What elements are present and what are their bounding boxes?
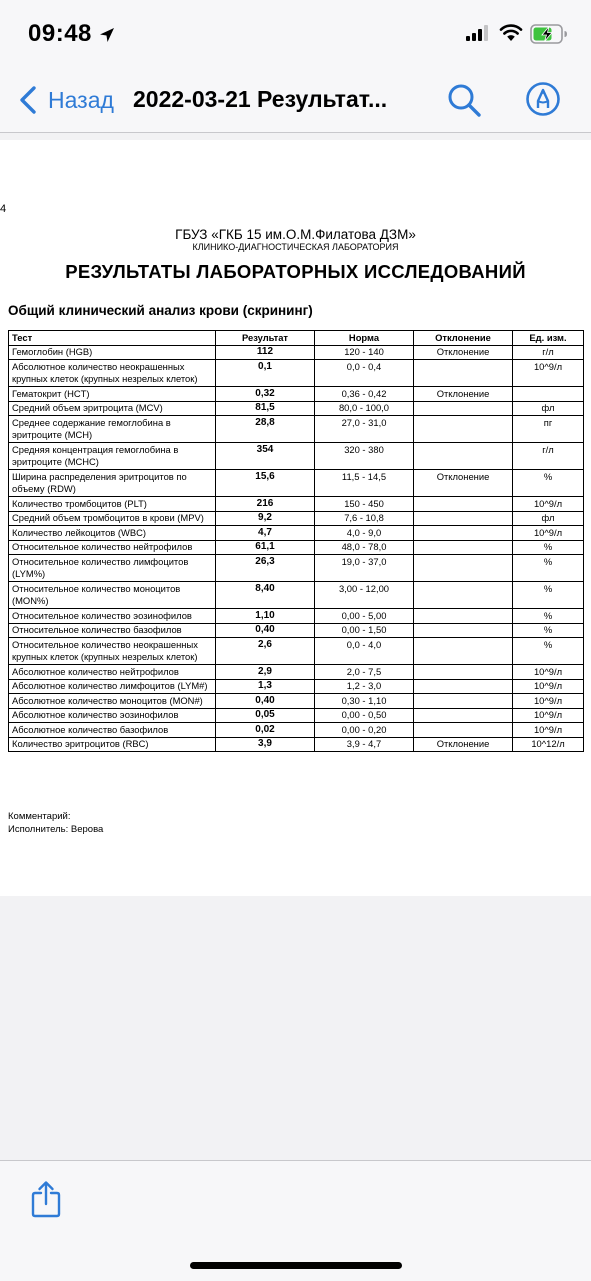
cell-test: Относительное количество лимфоцитов (LYM%) xyxy=(9,555,216,582)
table-row xyxy=(9,540,584,555)
cell-deviation xyxy=(414,401,513,416)
cell-result: 9,2 xyxy=(216,511,315,526)
cell-unit: 10^9/л xyxy=(513,526,584,541)
cell-result: 0,1 xyxy=(216,360,315,387)
cell-norm: 0,0 - 4,0 xyxy=(315,638,414,665)
home-indicator[interactable] xyxy=(190,1262,402,1269)
cell-result: 2,6 xyxy=(216,638,315,665)
cell-test: Абсолютное количество неокрашенных крупных клеток (крупных незрелых клеток) xyxy=(9,360,216,387)
cell-unit: % xyxy=(513,638,584,665)
cell-test: Абсолютное количество лимфоцитов (LYM#) xyxy=(9,679,216,694)
cell-deviation: Отклонение xyxy=(414,345,513,360)
cell-norm: 19,0 - 37,0 xyxy=(315,555,414,582)
cell-deviation xyxy=(414,638,513,665)
comment-label: Комментарий: xyxy=(8,811,71,822)
cell-result: 0,40 xyxy=(216,694,315,709)
cell-test: Количество эритроцитов (RBC) xyxy=(9,737,216,752)
cell-norm: 3,9 - 4,7 xyxy=(315,737,414,752)
cell-deviation xyxy=(414,623,513,638)
cell-unit: пг xyxy=(513,416,584,443)
cell-test: Абсолютное количество базофилов xyxy=(9,723,216,738)
column-header-result: Результат xyxy=(216,331,315,346)
cell-deviation xyxy=(414,511,513,526)
cell-deviation: Отклонение xyxy=(414,470,513,497)
cell-result: 0,05 xyxy=(216,708,315,723)
table-row xyxy=(9,708,584,723)
cellular-signal-icon xyxy=(466,25,492,41)
table-row xyxy=(9,511,584,526)
cell-unit: % xyxy=(513,582,584,609)
cell-result: 15,6 xyxy=(216,470,315,497)
cell-unit: % xyxy=(513,623,584,638)
cell-result: 112 xyxy=(216,345,315,360)
cell-norm: 27,0 - 31,0 xyxy=(315,416,414,443)
cell-deviation xyxy=(414,582,513,609)
cell-result: 81,5 xyxy=(216,401,315,416)
cell-norm: 0,00 - 5,00 xyxy=(315,609,414,624)
cell-test: Абсолютное количество нейтрофилов xyxy=(9,665,216,680)
cell-deviation xyxy=(414,665,513,680)
cell-unit: фл xyxy=(513,401,584,416)
cell-deviation xyxy=(414,540,513,555)
cell-deviation: Отклонение xyxy=(414,737,513,752)
cell-test: Количество лейкоцитов (WBC) xyxy=(9,526,216,541)
cell-unit: 10^9/л xyxy=(513,723,584,738)
markup-pen-icon[interactable] xyxy=(525,81,561,117)
table-row xyxy=(9,582,584,609)
cell-unit: % xyxy=(513,540,584,555)
table-row xyxy=(9,470,584,497)
cell-deviation: Отклонение xyxy=(414,387,513,402)
cell-test: Гемоглобин (HGB) xyxy=(9,345,216,360)
table-row xyxy=(9,665,584,680)
cell-norm: 320 - 380 xyxy=(315,443,414,470)
status-time: 09:48 xyxy=(28,20,92,47)
table-row xyxy=(9,609,584,624)
cell-test: Средняя концентрация гемоглобина в эритроците (MCHC) xyxy=(9,443,216,470)
cell-result: 0,40 xyxy=(216,623,315,638)
cell-test: Количество тромбоцитов (PLT) xyxy=(9,497,216,512)
cell-unit: % xyxy=(513,609,584,624)
cell-test: Абсолютное количество моноцитов (MON#) xyxy=(9,694,216,709)
back-button[interactable] xyxy=(16,82,114,118)
cell-norm: 1,2 - 3,0 xyxy=(315,679,414,694)
cell-deviation xyxy=(414,723,513,738)
cell-deviation xyxy=(414,497,513,512)
cell-deviation xyxy=(414,555,513,582)
page-number: 4 xyxy=(0,203,7,215)
cell-deviation xyxy=(414,416,513,443)
cell-deviation xyxy=(414,694,513,709)
column-header-unit: Ед. изм. xyxy=(513,331,584,346)
cell-norm: 4,0 - 9,0 xyxy=(315,526,414,541)
location-arrow-icon xyxy=(98,26,116,44)
comments-block xyxy=(8,810,103,836)
document-title: 2022-03-21 Результат... xyxy=(133,86,388,112)
cell-result: 2,9 xyxy=(216,665,315,680)
cell-norm: 80,0 - 100,0 xyxy=(315,401,414,416)
cell-test: Относительное количество моноцитов (MON%) xyxy=(9,582,216,609)
wifi-icon xyxy=(499,24,523,42)
cell-result: 3,9 xyxy=(216,737,315,752)
table-row xyxy=(9,443,584,470)
cell-unit: 10^12/л xyxy=(513,737,584,752)
cell-test: Абсолютное количество эозинофилов xyxy=(9,708,216,723)
cell-result: 61,1 xyxy=(216,540,315,555)
cell-test: Гематокрит (HCT) xyxy=(9,387,216,402)
table-row xyxy=(9,679,584,694)
cell-test: Относительное количество базофилов xyxy=(9,623,216,638)
column-header-deviation: Отклонение xyxy=(414,331,513,346)
cell-unit: % xyxy=(513,470,584,497)
cell-unit: 10^9/л xyxy=(513,694,584,709)
search-icon[interactable] xyxy=(446,82,482,118)
cell-norm: 0,36 - 0,42 xyxy=(315,387,414,402)
cell-deviation xyxy=(414,443,513,470)
cell-unit: 10^9/л xyxy=(513,497,584,512)
table-row xyxy=(9,345,584,360)
cell-deviation xyxy=(414,526,513,541)
executor: Исполнитель: Верова xyxy=(8,824,104,835)
column-header-test: Тест xyxy=(9,331,216,346)
table-row xyxy=(9,387,584,402)
table-header-row xyxy=(9,331,584,346)
results-table-body xyxy=(9,345,584,752)
cell-result: 354 xyxy=(216,443,315,470)
cell-result: 216 xyxy=(216,497,315,512)
cell-test: Средний объем тромбоцитов в крови (MPV) xyxy=(9,511,216,526)
cell-norm: 3,00 - 12,00 xyxy=(315,582,414,609)
cell-result: 0,32 xyxy=(216,387,315,402)
cell-result: 4,7 xyxy=(216,526,315,541)
cell-unit: г/л xyxy=(513,345,584,360)
section-title: Общий клинический анализ крови (скрининг) xyxy=(8,303,313,318)
pdf-page xyxy=(0,140,591,896)
cell-deviation xyxy=(414,679,513,694)
table-row xyxy=(9,360,584,387)
cell-test: Относительное количество нейтрофилов xyxy=(9,540,216,555)
cell-deviation xyxy=(414,708,513,723)
table-row xyxy=(9,526,584,541)
table-row xyxy=(9,638,584,665)
cell-norm: 150 - 450 xyxy=(315,497,414,512)
cell-norm: 0,30 - 1,10 xyxy=(315,694,414,709)
table-row xyxy=(9,737,584,752)
table-row xyxy=(9,623,584,638)
table-row xyxy=(9,555,584,582)
cell-norm: 11,5 - 14,5 xyxy=(315,470,414,497)
table-row xyxy=(9,416,584,443)
cell-test: Ширина распределения эритроцитов по объему (RDW) xyxy=(9,470,216,497)
cell-unit: 10^9/л xyxy=(513,360,584,387)
cell-unit: % xyxy=(513,555,584,582)
table-row xyxy=(9,694,584,709)
cell-result: 8,40 xyxy=(216,582,315,609)
table-row xyxy=(9,497,584,512)
cell-unit: 10^9/л xyxy=(513,665,584,680)
cell-norm: 7,6 - 10,8 xyxy=(315,511,414,526)
cell-result: 0,02 xyxy=(216,723,315,738)
bottom-toolbar xyxy=(0,1160,591,1281)
cell-unit: фл xyxy=(513,511,584,526)
battery-charging-icon xyxy=(530,24,568,44)
cell-result: 28,8 xyxy=(216,416,315,443)
cell-test: Средний объем эритроцита (MCV) xyxy=(9,401,216,416)
cell-norm: 0,0 - 0,4 xyxy=(315,360,414,387)
organization-name: ГБУЗ «ГКБ 15 им.О.М.Филатова ДЗМ» xyxy=(175,227,416,242)
cell-norm: 0,00 - 1,50 xyxy=(315,623,414,638)
cell-norm: 48,0 - 78,0 xyxy=(315,540,414,555)
cell-test: Относительное количество эозинофилов xyxy=(9,609,216,624)
navigation-bar xyxy=(0,66,591,133)
cell-unit: 10^9/л xyxy=(513,679,584,694)
cell-result: 1,10 xyxy=(216,609,315,624)
status-bar xyxy=(0,0,591,66)
cell-unit: 10^9/л xyxy=(513,708,584,723)
share-icon[interactable] xyxy=(30,1180,62,1218)
cell-norm: 2,0 - 7,5 xyxy=(315,665,414,680)
chevron-left-icon xyxy=(16,84,44,116)
cell-deviation xyxy=(414,609,513,624)
cell-norm: 0,00 - 0,20 xyxy=(315,723,414,738)
cell-test: Относительное количество неокрашенных крупных клеток (крупных незрелых клеток) xyxy=(9,638,216,665)
table-row xyxy=(9,723,584,738)
table-row xyxy=(9,401,584,416)
cell-norm: 120 - 140 xyxy=(315,345,414,360)
back-label: Назад xyxy=(48,86,114,113)
cell-result: 1,3 xyxy=(216,679,315,694)
laboratory-name: КЛИНИКО-ДИАГНОСТИЧЕСКАЯ ЛАБОРАТОРИЯ xyxy=(192,242,399,252)
report-title: РЕЗУЛЬТАТЫ ЛАБОРАТОРНЫХ ИССЛЕДОВАНИЙ xyxy=(65,261,526,282)
column-header-norm: Норма xyxy=(315,331,414,346)
cell-deviation xyxy=(414,360,513,387)
cell-unit xyxy=(513,387,584,402)
cell-result: 26,3 xyxy=(216,555,315,582)
cell-unit: г/л xyxy=(513,443,584,470)
cell-test: Среднее содержание гемоглобина в эритроците (MCH) xyxy=(9,416,216,443)
cell-norm: 0,00 - 0,50 xyxy=(315,708,414,723)
results-table xyxy=(8,330,584,752)
